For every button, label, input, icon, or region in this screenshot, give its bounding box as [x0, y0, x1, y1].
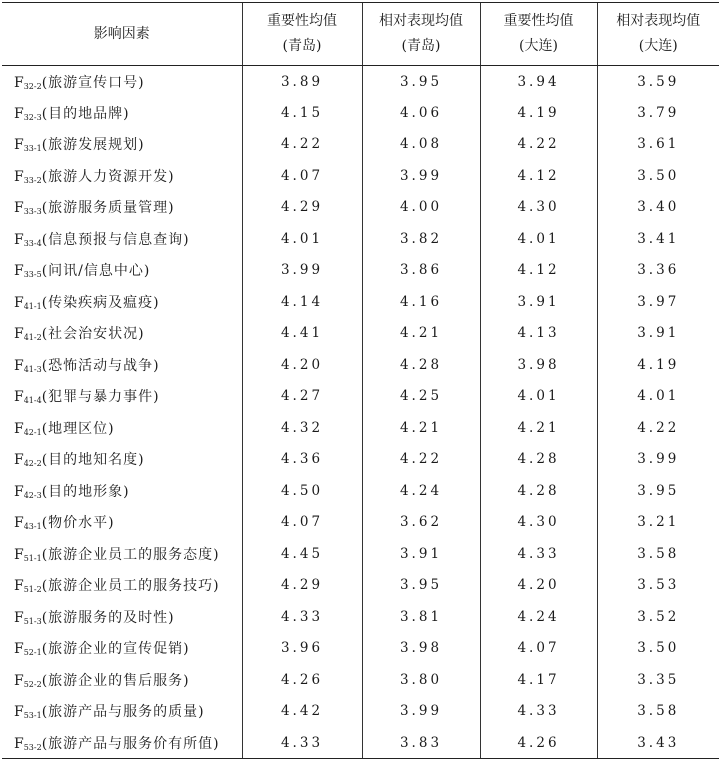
factor-cell	[2, 412, 242, 444]
factor-name: (问讯/信息中心)	[41, 263, 151, 280]
factor-code-letter: F	[14, 735, 24, 752]
header-line2: (青岛)	[401, 38, 441, 54]
value-performance-dalian: 4.22	[597, 412, 719, 444]
factor-code	[14, 75, 42, 91]
factor-name: (目的地形象)	[41, 483, 130, 500]
value-importance-qingdao: 3.99	[242, 255, 362, 287]
value-performance-qingdao: 3.80	[362, 664, 480, 696]
value-importance-qingdao: 4.07	[242, 507, 362, 539]
factor-cell	[2, 381, 242, 413]
factor-cell	[2, 160, 242, 192]
factor-cell	[2, 255, 242, 287]
factor-code-letter: F	[14, 389, 24, 406]
factor-code	[14, 452, 42, 468]
value-importance-dalian: 4.20	[480, 570, 597, 602]
factor-cell	[2, 349, 242, 381]
table-row	[2, 727, 719, 759]
factor-code-subscript: 32-3	[23, 112, 42, 122]
value-importance-qingdao: 4.29	[242, 570, 362, 602]
factor-code-letter: F	[14, 452, 24, 469]
value-importance-dalian: 4.19	[480, 97, 597, 129]
value-importance-dalian: 4.17	[480, 664, 597, 696]
value-importance-qingdao: 3.96	[242, 633, 362, 665]
value-importance-dalian: 3.98	[480, 349, 597, 381]
table-row	[2, 160, 719, 192]
value-importance-qingdao: 4.32	[242, 412, 362, 444]
header-line1: 相对表现均值	[616, 13, 701, 29]
factor-name: (旅游人力资源开发)	[41, 168, 175, 185]
value-importance-qingdao: 4.07	[242, 160, 362, 192]
factor-code-letter: F	[14, 704, 24, 721]
factor-cell	[2, 192, 242, 224]
value-performance-dalian: 3.21	[597, 507, 719, 539]
value-importance-dalian: 4.28	[480, 444, 597, 476]
value-importance-qingdao: 4.27	[242, 381, 362, 413]
factor-cell	[2, 696, 242, 728]
factor-cell	[2, 727, 242, 759]
factor-code	[14, 169, 42, 185]
value-performance-dalian: 3.95	[597, 475, 719, 507]
factor-code	[14, 610, 42, 626]
factor-code	[14, 641, 42, 657]
factor-name: (旅游企业的售后服务)	[41, 672, 190, 689]
value-performance-qingdao: 4.21	[362, 318, 480, 350]
factor-name: (旅游企业员工的服务态度)	[41, 546, 220, 563]
value-performance-qingdao: 4.21	[362, 412, 480, 444]
factor-code-letter: F	[14, 483, 24, 500]
factor-code-subscript: 43-1	[23, 522, 42, 532]
value-performance-dalian: 3.40	[597, 192, 719, 224]
value-performance-qingdao: 4.08	[362, 129, 480, 161]
value-importance-qingdao: 3.89	[242, 66, 362, 98]
value-performance-dalian: 3.58	[597, 538, 719, 570]
value-importance-dalian: 4.30	[480, 507, 597, 539]
header-importance-dalian	[480, 3, 597, 66]
factor-code-subscript: 32-2	[23, 81, 42, 91]
factor-code-letter: F	[14, 641, 24, 658]
factor-name: (信息预报与信息查询)	[41, 231, 190, 248]
factor-code-subscript: 41-4	[23, 396, 42, 406]
factor-code-subscript: 42-1	[23, 427, 42, 437]
factor-code	[14, 547, 42, 563]
factor-code	[14, 326, 42, 342]
value-importance-qingdao: 4.33	[242, 601, 362, 633]
factor-code	[14, 484, 42, 500]
factor-code-subscript: 51-1	[23, 553, 42, 563]
factor-name: (目的地品牌)	[41, 105, 130, 122]
table-row	[2, 349, 719, 381]
table-row	[2, 664, 719, 696]
factor-code-letter: F	[14, 609, 24, 626]
value-importance-qingdao: 4.41	[242, 318, 362, 350]
factor-code-letter: F	[14, 168, 24, 185]
factor-code	[14, 704, 42, 720]
value-performance-qingdao: 3.82	[362, 223, 480, 255]
factor-code-subscript: 51-3	[23, 616, 42, 626]
value-importance-dalian: 3.91	[480, 286, 597, 318]
value-importance-dalian: 4.13	[480, 318, 597, 350]
factor-name: (物价水平)	[41, 515, 115, 532]
factor-name: (旅游服务的及时性)	[41, 609, 175, 626]
factor-cell	[2, 223, 242, 255]
value-importance-qingdao: 4.20	[242, 349, 362, 381]
value-performance-qingdao: 3.95	[362, 570, 480, 602]
factor-code-subscript: 53-2	[23, 742, 42, 752]
factor-comparison-table	[2, 2, 719, 759]
value-performance-dalian: 3.91	[597, 318, 719, 350]
value-importance-qingdao: 4.50	[242, 475, 362, 507]
header-line2: (大连)	[638, 38, 678, 54]
factor-name: (旅游企业员工的服务技巧)	[41, 578, 220, 595]
table-row	[2, 475, 719, 507]
factor-name: (地理区位)	[41, 420, 115, 437]
factor-name: (旅游服务质量管理)	[41, 200, 175, 217]
value-importance-dalian: 4.28	[480, 475, 597, 507]
value-performance-qingdao: 4.28	[362, 349, 480, 381]
factor-code	[14, 263, 42, 279]
header-performance-dalian	[597, 3, 719, 66]
factor-code	[14, 358, 42, 374]
factor-name: (旅游产品与服务价有所值)	[41, 735, 220, 752]
factor-cell	[2, 507, 242, 539]
table-row	[2, 318, 719, 350]
factor-code	[14, 389, 42, 405]
value-importance-qingdao: 4.14	[242, 286, 362, 318]
factor-cell	[2, 97, 242, 129]
value-importance-qingdao: 4.45	[242, 538, 362, 570]
factor-name: (社会治安状况)	[41, 326, 145, 343]
table-row	[2, 633, 719, 665]
factor-cell	[2, 444, 242, 476]
value-importance-dalian: 4.24	[480, 601, 597, 633]
factor-name: (目的地知名度)	[41, 452, 145, 469]
factor-code-subscript: 41-1	[23, 301, 42, 311]
factor-code-subscript: 33-3	[23, 207, 42, 217]
table-row	[2, 255, 719, 287]
value-importance-dalian: 3.94	[480, 66, 597, 98]
factor-code	[14, 295, 42, 311]
factor-code-letter: F	[14, 263, 24, 280]
table-row	[2, 507, 719, 539]
factor-name: (传染疾病及瘟疫)	[41, 294, 160, 311]
factor-code-letter: F	[14, 200, 24, 217]
factor-code-letter: F	[14, 357, 24, 374]
factor-code-subscript: 33-4	[23, 238, 42, 248]
factor-code	[14, 578, 42, 594]
header-line1: 相对表现均值	[379, 13, 463, 29]
value-importance-dalian: 4.12	[480, 160, 597, 192]
factor-code	[14, 736, 42, 752]
factor-cell	[2, 570, 242, 602]
value-performance-qingdao: 4.22	[362, 444, 480, 476]
factor-name: (犯罪与暴力事件)	[41, 389, 160, 406]
value-importance-qingdao: 4.22	[242, 129, 362, 161]
factor-cell	[2, 475, 242, 507]
value-performance-dalian: 3.79	[597, 97, 719, 129]
value-performance-dalian: 3.99	[597, 444, 719, 476]
value-performance-qingdao: 3.62	[362, 507, 480, 539]
factor-cell	[2, 664, 242, 696]
factor-cell	[2, 129, 242, 161]
value-performance-qingdao: 4.06	[362, 97, 480, 129]
value-performance-dalian: 3.43	[597, 727, 719, 759]
table-row	[2, 192, 719, 224]
factor-code-subscript: 41-2	[23, 333, 42, 343]
factor-code-subscript: 53-1	[23, 711, 42, 721]
table-body	[2, 66, 719, 759]
value-importance-qingdao: 4.42	[242, 696, 362, 728]
header-line2: (大连)	[519, 38, 558, 54]
factor-name: (恐怖活动与战争)	[41, 357, 160, 374]
factor-code-letter: F	[14, 546, 24, 563]
table-row	[2, 601, 719, 633]
factor-name: (旅游企业的宣传促销)	[41, 641, 190, 658]
factor-code	[14, 421, 42, 437]
value-performance-qingdao: 4.16	[362, 286, 480, 318]
factor-code-subscript: 42-2	[23, 459, 42, 469]
value-performance-dalian: 3.52	[597, 601, 719, 633]
value-importance-dalian: 4.21	[480, 412, 597, 444]
value-performance-qingdao: 3.98	[362, 633, 480, 665]
value-performance-qingdao: 3.99	[362, 160, 480, 192]
table-row	[2, 696, 719, 728]
table-row	[2, 381, 719, 413]
factor-code-letter: F	[14, 326, 24, 343]
value-importance-dalian: 4.33	[480, 538, 597, 570]
factor-code-subscript: 33-1	[23, 144, 42, 154]
factor-name: (旅游宣传口号)	[41, 74, 145, 91]
factor-code	[14, 232, 42, 248]
value-performance-dalian: 3.35	[597, 664, 719, 696]
value-importance-qingdao: 4.15	[242, 97, 362, 129]
factor-code	[14, 137, 42, 153]
value-performance-qingdao: 3.83	[362, 727, 480, 759]
factor-code-subscript: 52-1	[23, 648, 42, 658]
table-row	[2, 66, 719, 98]
value-performance-qingdao: 4.25	[362, 381, 480, 413]
factor-code-letter: F	[14, 137, 24, 154]
factor-code-subscript: 42-3	[23, 490, 42, 500]
value-performance-qingdao: 3.91	[362, 538, 480, 570]
factor-code-letter: F	[14, 294, 24, 311]
factor-name: (旅游发展规划)	[41, 137, 145, 154]
header-line1: 重要性均值	[267, 13, 337, 29]
header-row	[2, 3, 719, 66]
table-row	[2, 97, 719, 129]
value-importance-qingdao: 4.29	[242, 192, 362, 224]
value-importance-qingdao: 4.01	[242, 223, 362, 255]
value-performance-dalian: 4.01	[597, 381, 719, 413]
value-performance-qingdao: 3.86	[362, 255, 480, 287]
table-header	[2, 3, 719, 66]
factor-code	[14, 106, 42, 122]
table-row	[2, 538, 719, 570]
table-row	[2, 223, 719, 255]
factor-cell	[2, 318, 242, 350]
value-importance-dalian: 4.33	[480, 696, 597, 728]
value-performance-qingdao: 3.81	[362, 601, 480, 633]
factor-code-letter: F	[14, 74, 24, 91]
value-performance-dalian: 4.19	[597, 349, 719, 381]
value-importance-dalian: 4.22	[480, 129, 597, 161]
factor-cell	[2, 601, 242, 633]
value-importance-dalian: 4.26	[480, 727, 597, 759]
factor-cell	[2, 66, 242, 98]
value-performance-qingdao: 4.00	[362, 192, 480, 224]
table-row	[2, 412, 719, 444]
factor-cell	[2, 633, 242, 665]
value-performance-dalian: 3.97	[597, 286, 719, 318]
factor-code-subscript: 33-2	[23, 175, 42, 185]
value-performance-dalian: 3.41	[597, 223, 719, 255]
factor-code-letter: F	[14, 515, 24, 532]
value-performance-qingdao: 4.24	[362, 475, 480, 507]
factor-code	[14, 515, 42, 531]
value-performance-dalian: 3.50	[597, 633, 719, 665]
value-importance-dalian: 4.30	[480, 192, 597, 224]
factor-code-subscript: 51-2	[23, 585, 42, 595]
value-performance-qingdao: 3.99	[362, 696, 480, 728]
value-importance-dalian: 4.07	[480, 633, 597, 665]
table-row	[2, 444, 719, 476]
factor-code-letter: F	[14, 105, 24, 122]
value-importance-qingdao: 4.36	[242, 444, 362, 476]
header-factor	[2, 3, 242, 66]
table-row	[2, 286, 719, 318]
value-importance-qingdao: 4.26	[242, 664, 362, 696]
value-performance-qingdao: 3.95	[362, 66, 480, 98]
header-factor-label: 影响因素	[93, 25, 150, 42]
factor-code-letter: F	[14, 578, 24, 595]
value-importance-dalian: 4.12	[480, 255, 597, 287]
factor-cell	[2, 286, 242, 318]
value-importance-dalian: 4.01	[480, 381, 597, 413]
factor-code-letter: F	[14, 420, 24, 437]
factor-code-subscript: 33-5	[23, 270, 42, 280]
factor-code-subscript: 52-2	[23, 679, 42, 689]
value-importance-dalian: 4.01	[480, 223, 597, 255]
value-performance-dalian: 3.59	[597, 66, 719, 98]
value-performance-dalian: 3.53	[597, 570, 719, 602]
table-row	[2, 570, 719, 602]
factor-cell	[2, 538, 242, 570]
factor-code	[14, 673, 42, 689]
factor-code-letter: F	[14, 672, 24, 689]
value-importance-qingdao: 4.33	[242, 727, 362, 759]
table-row	[2, 129, 719, 161]
value-performance-dalian: 3.61	[597, 129, 719, 161]
header-line2: (青岛)	[282, 38, 322, 54]
header-importance-qingdao	[242, 3, 362, 66]
value-performance-dalian: 3.58	[597, 696, 719, 728]
factor-name: (旅游产品与服务的质量)	[41, 704, 205, 721]
factor-code-subscript: 41-3	[23, 364, 42, 374]
factor-code	[14, 200, 42, 216]
value-performance-dalian: 3.36	[597, 255, 719, 287]
header-line1: 重要性均值	[503, 13, 574, 29]
factor-code-letter: F	[14, 231, 24, 248]
header-performance-qingdao	[362, 3, 480, 66]
value-performance-dalian: 3.50	[597, 160, 719, 192]
